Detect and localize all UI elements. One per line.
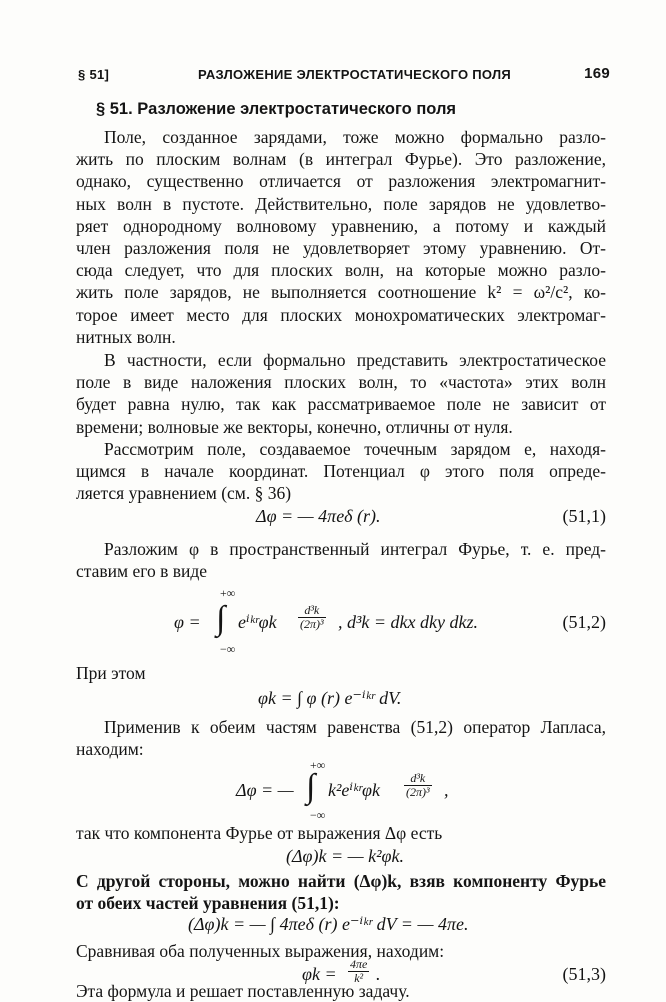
integral-lower-limit: −∞ [220, 642, 236, 656]
paragraph-8 [76, 870, 606, 914]
equation-rest: . [376, 964, 381, 984]
text-line: торое имеет место для плоских монохроматических электромаг- [76, 304, 606, 325]
page-number: 169 [584, 65, 610, 82]
paragraph-6 [76, 716, 606, 760]
text-line: щимся в начале координат. Потенциал φ этого поля опреде- [76, 461, 606, 482]
equation-fraction [404, 772, 432, 799]
equation-text: φk = ∫ φ (r) e⁻ⁱᵏʳ dV. [258, 688, 402, 708]
text-line: жить по плоским волнам (в интеграл Фурье). Это разложение, [76, 149, 606, 170]
equation-text: Δφ = — 4πeδ (r). [256, 506, 381, 526]
paragraph-3 [76, 438, 606, 505]
text-line: С другой стороны, можно найти (Δφ)k, взяв компоненту Фурье [76, 871, 606, 891]
fraction-numerator: d³k [298, 604, 326, 618]
text-line: Сравнивая оба полученных выражения, находим: [76, 941, 445, 961]
text-line: Разложим φ в пространственный интеграл Фурье, т. е. пред- [104, 539, 606, 559]
equation-number: (51,2) [562, 612, 606, 632]
text-line: времени; волновые же векторы, конечно, отличны от нуля. [76, 416, 513, 437]
equation-51-2 [76, 508, 606, 588]
integral-upper-limit: +∞ [220, 586, 236, 600]
text-line: ряет однородному волновому уравнению, а потому и каждый [76, 215, 606, 236]
equation-fourier-laplacian [76, 846, 606, 870]
text-line: находим: [76, 739, 144, 760]
equation-fraction [298, 604, 326, 631]
equation-lhs: Δφ = — [236, 780, 294, 800]
section-title: § 51. Разложение электростатического поля [96, 100, 457, 118]
equation-delta-fourier [76, 914, 606, 938]
text-line: ных волн в пустоте. Действительно, поле зарядов не удовлетво- [76, 193, 606, 214]
text-line: будет равна нулю, так как рассматриваемое поле не зависит от [76, 394, 606, 415]
equation-text: (Δφ)k = — k²φk. [286, 846, 404, 866]
equation-phi-k [76, 686, 606, 714]
text-line: При этом [76, 663, 146, 683]
text-line: однако, существенно отличается от разложения электромагнит- [76, 171, 606, 192]
equation-51-2-lower-limit [76, 642, 606, 660]
text-line: от обеих частей уравнения (51,1): [76, 893, 340, 914]
paragraph-5 [76, 662, 606, 684]
paragraph-2 [76, 349, 606, 438]
paragraph-1 [76, 126, 606, 348]
text-line: сюда следует, что для плоских волн, на которые можно разло- [76, 260, 606, 281]
text-line: Поле, созданное зарядами, тоже можно формально разло- [104, 127, 606, 147]
text-line: Рассмотрим поле, создаваемое точечным зарядом e, находя- [104, 439, 606, 459]
text-line: так что компонента Фурье от выражения Δφ есть [76, 823, 443, 843]
fraction-denominator: (2π)³ [300, 617, 324, 631]
equation-rest: , [444, 780, 449, 800]
fraction-numerator: d³k [404, 772, 432, 786]
equation-text: (Δφ)k = — ∫ 4πeδ (r) e⁻ⁱᵏʳ dV = — 4πe. [188, 914, 469, 934]
fraction-numerator: 4πe [350, 957, 368, 971]
text-line: жить поле зарядов, не выполняется соотношение k² = ω²/c², ко- [76, 282, 606, 303]
text-line: поле в виде наложения плоских волн, то «частота» этих волн [76, 372, 606, 393]
integral-sign: ∫ [216, 600, 226, 637]
equation-integrand: eⁱᵏʳφk [238, 612, 277, 632]
paragraph-7 [76, 822, 606, 844]
equation-laplace [76, 768, 606, 812]
running-head-section: § 51] [78, 67, 110, 82]
integral-upper-limit: +∞ [310, 758, 326, 772]
fraction-denominator: (2π)³ [406, 785, 430, 799]
text-line: член разложения поля не удовлетворяет этому уравнению. От- [76, 238, 606, 259]
equation-lhs: φk = [302, 964, 337, 984]
equation-integrand: k²eⁱᵏʳφk [328, 780, 381, 800]
equation-lhs: φ = [174, 612, 201, 632]
integral-sign: ∫ [306, 768, 316, 805]
integral-lower-limit: −∞ [310, 808, 326, 822]
running-head-title: РАЗЛОЖЕНИЕ ЭЛЕКТРОСТАТИЧЕСКОГО ПОЛЯ [198, 67, 512, 82]
running-head [78, 63, 610, 85]
text-line: нитных волн. [76, 326, 176, 347]
equation-number: (51,1) [562, 506, 606, 526]
text-line: Применив к обеим частям равенства (51,2) оператор Лапласа, [104, 717, 606, 737]
text-line: В частности, если формально представить электростатическое [104, 350, 606, 370]
text-line: Эта формула и решает поставленную задачу. [76, 981, 410, 1001]
text-line: ляется уравнением (см. § 36) [76, 483, 292, 504]
paragraph-9 [76, 940, 606, 962]
equation-51-2-body [76, 600, 606, 644]
text-line: ставим его в виде [76, 561, 208, 582]
equation-number: (51,3) [562, 964, 606, 984]
fraction-denominator: k² [354, 971, 364, 985]
equation-rest: , d³k = dkx dky dkz. [338, 612, 478, 632]
paragraph-10 [76, 980, 606, 1002]
